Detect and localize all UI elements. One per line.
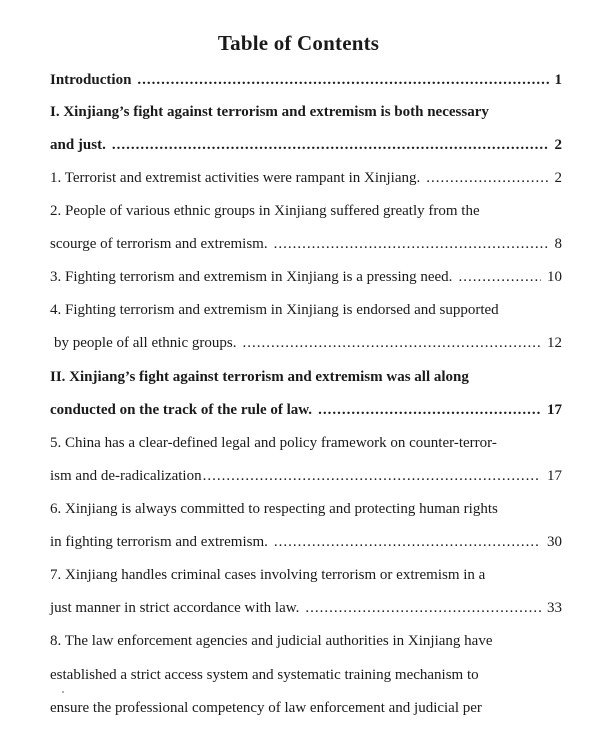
toc-entry-text: I. Xinjiang’s fight against terrorism and extremism is both necessary — [50, 104, 489, 120]
toc-entry-text: 8. The law enforcement agencies and judicial authorities in Xinjiang have — [50, 633, 493, 649]
leader-dots — [305, 597, 541, 619]
toc-entry-cont — [50, 664, 562, 686]
toc-entry — [50, 200, 562, 222]
toc-entry — [50, 167, 562, 189]
toc-entry-text: ensure the professional competency of law enforcement and judicial per — [50, 700, 482, 716]
toc-page-number: 17 — [547, 468, 562, 484]
toc-entry-cont — [50, 465, 562, 487]
leader-dots — [137, 69, 548, 91]
toc-entry-text: established a strict access system and systematic training mechanism to — [50, 667, 479, 683]
toc-entry-text: scourge of terrorism and extremism. — [50, 236, 268, 252]
toc-page-number: 10 — [547, 269, 562, 285]
leader-dots — [203, 465, 541, 487]
toc-page-number: 17 — [547, 402, 562, 418]
toc-entry-text: II. Xinjiang’s fight against terrorism and extremism was all along — [50, 369, 469, 385]
toc-entry-text: conducted on the track of the rule of law. — [50, 402, 313, 418]
toc-entry-text: ism and de-radicalization — [50, 468, 202, 484]
toc-entry — [50, 432, 562, 454]
toc-entry — [50, 498, 562, 520]
toc-section-heading-cont — [50, 134, 562, 156]
toc-entry-text: 6. Xinjiang is always committed to respecting and protecting human rights — [50, 501, 498, 517]
toc-section-heading — [50, 366, 562, 388]
toc-entry-text: and just. — [50, 137, 106, 153]
toc-section-heading — [50, 101, 562, 123]
toc-entry-introduction — [50, 69, 562, 91]
leader-dots — [242, 332, 541, 354]
toc-entry-text: Introduction — [50, 72, 132, 88]
toc-entry-text: 2. People of various ethnic groups in Xinjiang suffered greatly from the — [50, 203, 480, 219]
toc-entry-text: 1. Terrorist and extremist activities were rampant in Xinjiang. — [50, 170, 421, 186]
toc-entry — [50, 266, 562, 288]
toc-entry-text: by people of all ethnic groups. — [54, 335, 237, 351]
toc-entry-text: in fighting terrorism and extremism. — [50, 534, 268, 550]
toc-entry-text: 4. Fighting terrorism and extremism in Xinjiang is endorsed and supported — [50, 302, 499, 318]
leader-dots — [458, 266, 541, 288]
toc-entry-cont — [54, 332, 562, 354]
toc-page-number: 30 — [547, 534, 562, 550]
toc-entry — [50, 630, 562, 652]
toc-page-number: 2 — [554, 170, 562, 186]
toc-entry-text: just manner in strict accordance with law. — [50, 600, 300, 616]
toc-entry — [50, 564, 562, 586]
toc-page-number: 1 — [554, 72, 562, 88]
scan-speck — [62, 691, 64, 693]
toc-entry-cont — [50, 531, 562, 553]
toc-entry-cont — [50, 597, 562, 619]
page-title: Table of Contents — [217, 31, 380, 55]
toc-section-heading-cont — [50, 399, 562, 421]
toc-entry — [50, 299, 562, 321]
leader-dots — [318, 399, 541, 421]
toc-page-number: 12 — [547, 335, 562, 351]
leader-dots — [112, 134, 549, 156]
toc-entry-text: 3. Fighting terrorism and extremism in Xinjiang is a pressing need. — [50, 269, 453, 285]
toc-entry-text: 7. Xinjiang handles criminal cases involving terrorism or extremism in a — [50, 567, 486, 583]
toc-page-number: 8 — [554, 236, 562, 252]
toc-page-number: 33 — [547, 600, 562, 616]
toc-entry-cont — [50, 233, 562, 255]
leader-dots — [426, 167, 548, 189]
toc-page-number: 2 — [554, 137, 562, 153]
leader-dots — [274, 531, 541, 553]
toc-entry-cont — [50, 697, 562, 719]
toc-entry-text: 5. China has a clear-defined legal and policy framework on counter-terror- — [50, 435, 497, 451]
leader-dots — [274, 233, 549, 255]
